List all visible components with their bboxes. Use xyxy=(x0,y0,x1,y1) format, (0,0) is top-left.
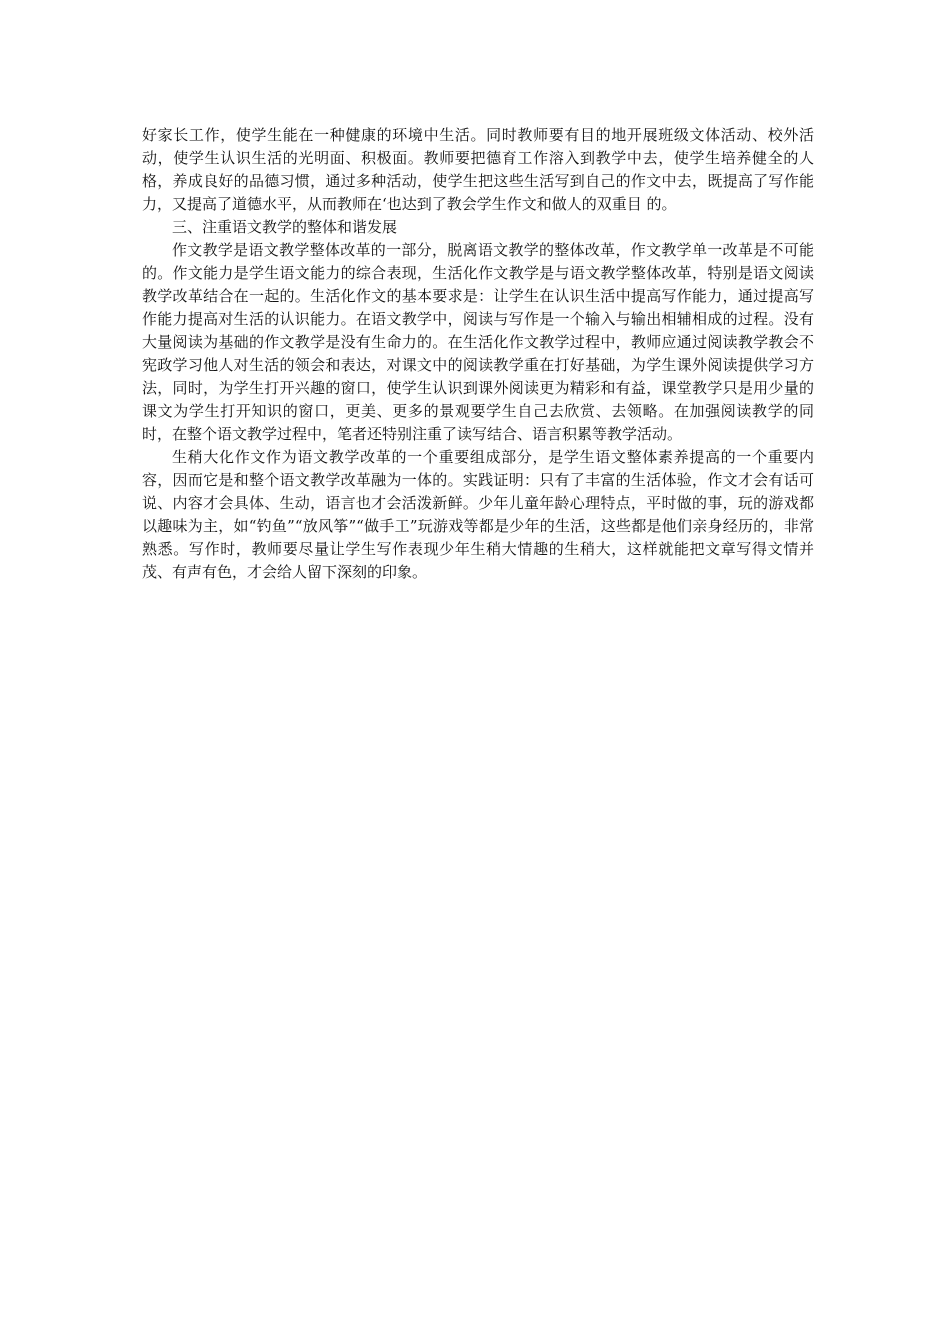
document-body xyxy=(142,124,814,584)
paragraph-life-writing: 生稍大化作文作为语文教学改革的一个重要组成部分，是学生语文整体素养提高的一个重要内容，因而它是和整个语文教学改革融为一体的。实践证明：只有了丰富的生活体验，作文才会有话可说、内容才会具体、生动，语言也才会活泼新鲜。少年儿童年龄心理特点，平时做的事，玩的游戏都以趣味为主，如“钓鱼”“放风筝”“做手工”玩游戏等都是少年的生活，这些都是他们亲身经历的，非常熟悉。写作时，教师要尽量让学生写作表现少年生稍大情趣的生稍大，这样就能把文章写得文情并茂、有声有色，才会给人留下深刻的印象。 xyxy=(142,448,814,581)
paragraph-reading-writing: 作文教学是语文教学整体改革的一部分，脱离语文教学的整体改革，作文教学单一改革是不可能的。作文能力是学生语文能力的综合表现，生活化作文教学是与语文教学整体改革，特别是语文阅读教学改革结合在一起的。生活化作文的基本要求是：让学生在认识生活中提高写作能力，通过提高写作能力提高对生活的认识能力。在语文教学中，阅读与写作是一个输入与输出相辅相成的过程。没有大量阅读为基础的作文教学是没有生命力的。在生活化作文教学过程中，教师应通过阅读教学教会不宪政学习他人对生活的领会和表达，对课文中的阅读教学重在打好基础，为学生课外阅读提供学习方法，同时，为学生打开兴趣的窗口，使学生认识到课外阅读更为精彩和有益，课堂教学只是用少量的课文为学生打开知识的窗口，更美、更多的景观要学生自己去欣赏、去领略。在加强阅读教学的同时，在整个语文教学过程中，笔者还特别注重了读写结合、语言积累等教学活动。 xyxy=(142,241,814,443)
paragraph-continuation: 好家长工作，使学生能在一种健康的环境中生活。同时教师要有目的地开展班级文体活动、校外活动，使学生认识生活的光明面、积极面。教师要把德育工作溶入到教学中去，使学生培养健全的人格，养成良好的品德习惯，通过多种活动，使学生把这些生活写到自己的作文中去，既提高了写作能力，又提高了道德水平，从而教师在‘也达到了教会学生作文和做人的双重目 的。 xyxy=(142,126,814,213)
section-heading: 三、注重语文教学的整体和谐发展 xyxy=(172,218,398,236)
